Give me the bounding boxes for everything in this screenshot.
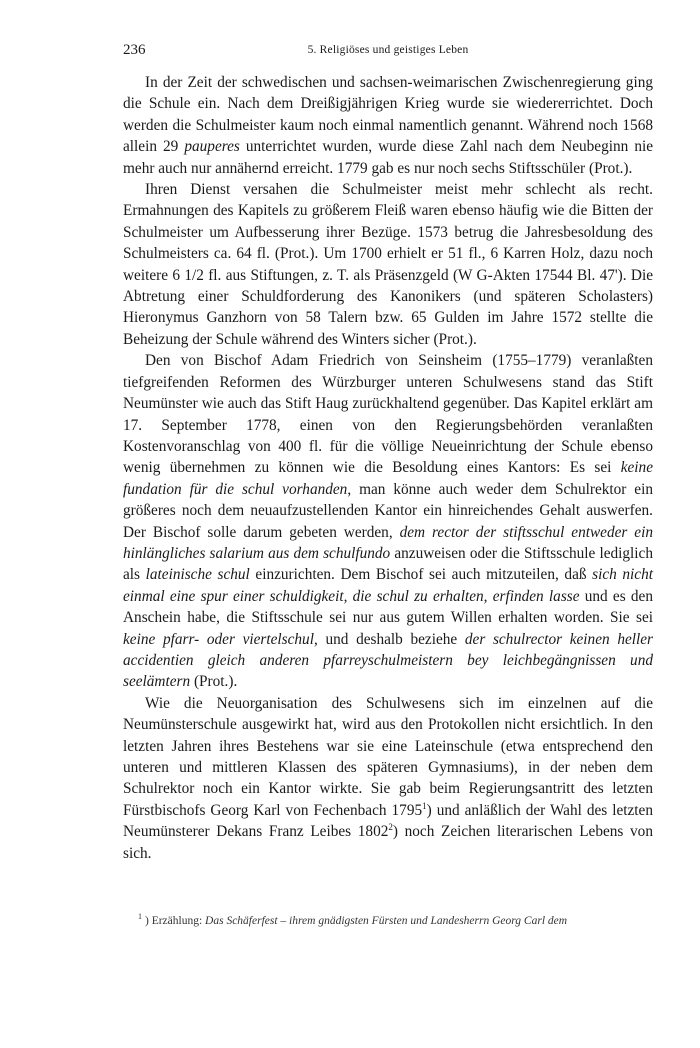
- text-run: (Prot.).: [190, 673, 238, 691]
- quotation: dem rector der stiftsschul entweder ein hinlängliches salarium aus dem schulfundo: [123, 523, 653, 562]
- footnote-ref[interactable]: 1: [422, 800, 427, 811]
- footnote-quotation: Das Schäferfest – ihrem gnädigsten Fürsten und Landesherrn Georg Carl dem: [205, 915, 568, 927]
- quotation: sich nicht einmal eine spur einer schuldigkeit, die schul zu erhalten, erfinden lasse: [123, 566, 653, 605]
- footnote-text: ) Erzählung:: [145, 915, 206, 927]
- quotation: lateinische schul: [145, 566, 250, 584]
- text-run: anzuweisen oder die Stiftsschule lediglich als: [123, 544, 653, 584]
- text-run: In der Zeit der schwedischen und sachsen-weimarischen Zwischenregierung ging die Schule ein. Nach dem Dreißigjährigen Krieg wurde sie wiedererrichtet. Doch werden die Schulmeister kaum noch einmal namentlich genannt. Während noch 1568 allein 29: [123, 74, 653, 156]
- header-title: 5. Religiöses und geistiges Leben: [307, 44, 469, 56]
- paragraph-3: [123, 350, 653, 693]
- footnote-ref[interactable]: 2: [388, 822, 393, 833]
- text-run: einzurichten. Dem Bischof sei auch mitzuteilen, daß: [249, 566, 593, 584]
- quotation: keine pfarr- oder viertelschul: [123, 630, 314, 648]
- text-run: unterrichtet wurden, wurde diese Zahl nach dem Neubeginn nie mehr auch nur annähernd erreicht. 1779 gab es nur noch sechs Stiftsschüler (Prot.).: [123, 138, 654, 177]
- text-run: , man könne auch weder dem Schulrektor ein größeres noch dem neuaufzustellenden Kantor ein hinreichendes Gehalt auswerfen. Der Bischof solle darum gebeten werden,: [123, 480, 653, 541]
- quotation: keine fundation für die schul vorhanden: [123, 459, 653, 498]
- body-text: [123, 72, 653, 864]
- text-run: Wie die Neuorganisation des Schulwesens sich im einzelnen auf die Neumünsterschule ausgewirkt hat, wird aus den Protokollen nicht ersichtlich. In den letzten Jahren ihres Bestehens war sie eine Lateinschule (etwa entsprechend den unteren und mittleren Klassen des späteren Gymnasiums), in der neben dem Schulrektor noch ein Kantor wirkte. Sie gab beim Regierungsantritt des letzten Fürstbischofs Georg Karl von Fechenbach 1795: [123, 694, 653, 819]
- text-run: und es den Anschein habe, die Stiftsschule sei nur aus gutem Willen erhalten worden. Sie sei: [123, 587, 653, 627]
- text-run: Den von Bischof Adam Friedrich von Seinsheim (1755–1779) veranlaßten tiefgreifenden Reformen des Würzburger unteren Schulwesens stand das Stift Neumünster wie auch das Stift Haug zurückhaltend gegenüber. Das Kapitel erklärt am 17. September 1778, einen von den Regierungsbehörden veranlaßten Kostenvoranschlag von 400 fl. für die völlige Neueinrichtung der Schule ebenso wenig übernehmen zu können wie die Besoldung eines Kantors: Es sei: [123, 352, 653, 477]
- paragraph-1: [123, 72, 653, 179]
- text-run: , und deshalb beziehe: [313, 630, 465, 648]
- text-run: ) und anläßlich der Wahl des letzten Neumünsterer Dekans Franz Leibes 1802: [123, 801, 653, 841]
- text-run: ) noch Zeichen literarischen Lebens von sich.: [123, 823, 653, 862]
- paragraph-4: [123, 693, 653, 864]
- footnote-1: [138, 914, 653, 929]
- quotation: der schulrector keinen heller accidentien gleich anderen pfarreyschulmeistern bey leichbegängnissen und seelämtern: [123, 630, 653, 691]
- page-number: 236: [123, 42, 146, 58]
- quotation: pauperes: [184, 138, 240, 156]
- footnote-mark: 1: [138, 912, 142, 922]
- running-head: [123, 42, 653, 62]
- paragraph-2: Ihren Dienst versahen die Schulmeister meist mehr schlecht als recht. Ermahnungen des Kapitels zu größerem Fleiß waren ebenso häufig wie die Bitten der Schulmeister um Aufbesserung ihrer Bezüge. 1573 betrug die Jahresbesoldung des Schulmeisters ca. 64 fl. (Prot.). Um 1700 erhielt er 51 fl., 6 Karren Holz, dazu noch weitere 6 1/2 fl. aus Stiftungen, z. T. als Präsenzgeld (W G-Akten 17544 Bl. 47'). Die Abtretung einer Schuldforderung des Kanonikers (und späteren Scholasters) Hieronymus Ganzhorn von 58 Talern bzw. 65 Gulden im Jahre 1572 stellte die Beheizung der Schule während des Winters sicher (Prot.).: [123, 181, 653, 348]
